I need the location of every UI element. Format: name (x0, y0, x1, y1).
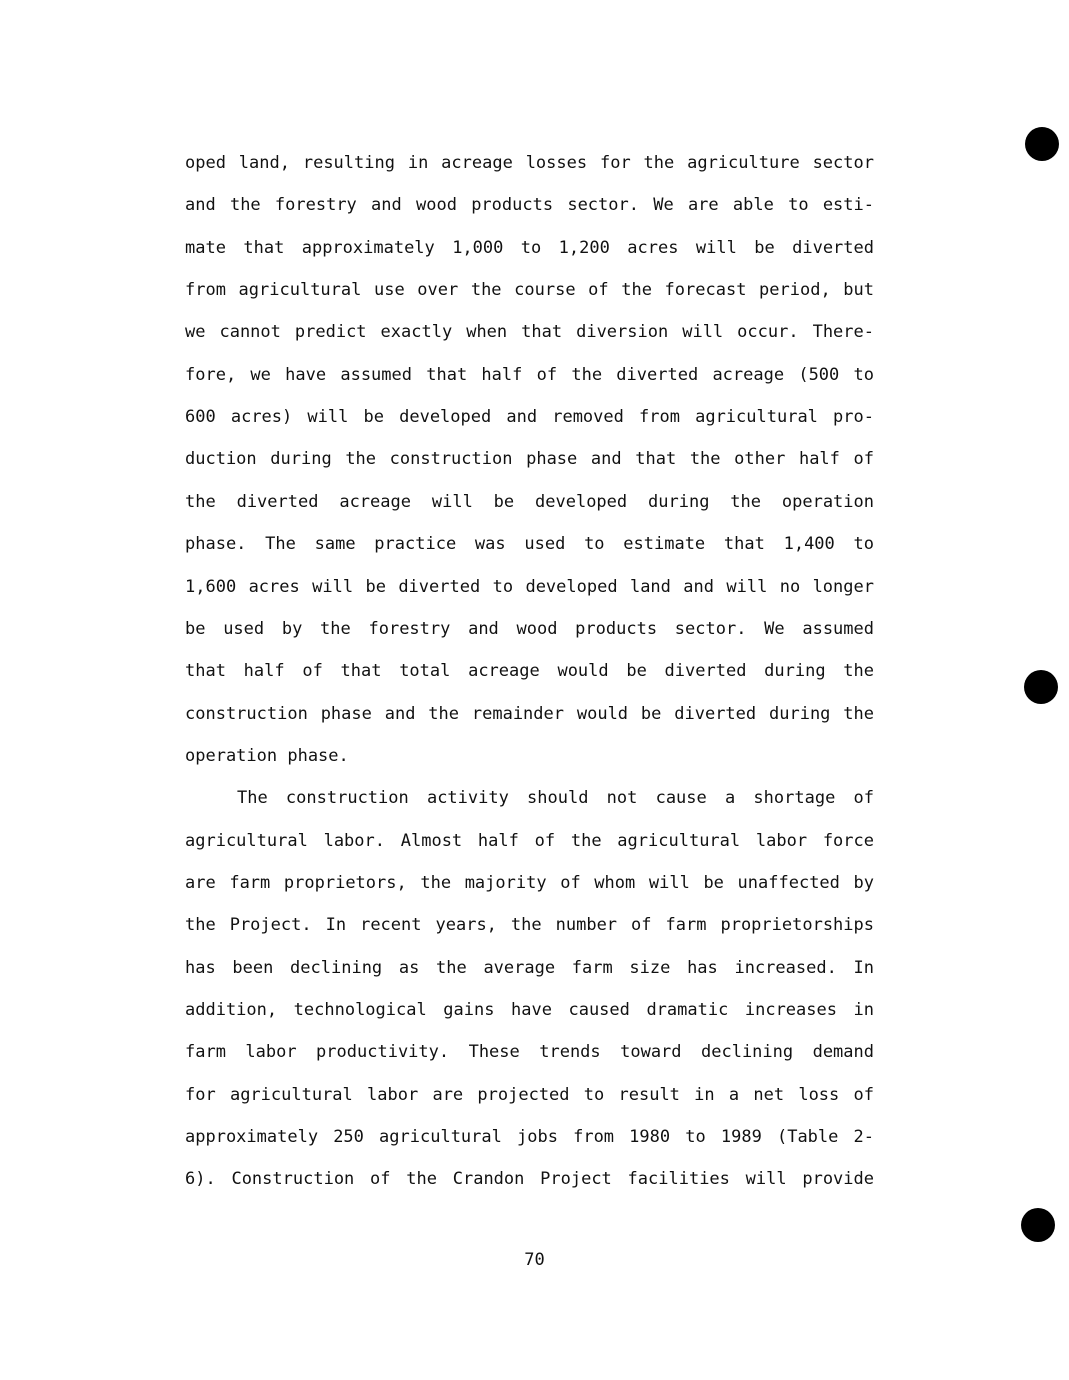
text-line: agricultural labor. Almost half of the agricultural labor force (185, 831, 874, 851)
text-line: fore, we have assumed that half of the diverted acreage (500 to (185, 365, 874, 385)
text-line: be used by the forestry and wood products sector. We assumed (185, 619, 874, 639)
text-line: addition, technological gains have caused dramatic increases in (185, 1000, 874, 1020)
text-line: and the forestry and wood products sector. We are able to esti- (185, 195, 874, 215)
punch-hole-middle (1024, 670, 1058, 704)
punch-hole-top (1025, 127, 1059, 161)
text-line: are farm proprietors, the majority of whom will be unaffected by (185, 873, 874, 893)
text-line: operation phase. (185, 746, 349, 766)
text-line: oped land, resulting in acreage losses for the agriculture sector (185, 153, 874, 173)
text-line: the diverted acreage will be developed during the operation (185, 492, 874, 512)
text-line: we cannot predict exactly when that diversion will occur. There- (185, 322, 874, 342)
text-line: for agricultural labor are projected to result in a net loss of (185, 1085, 874, 1105)
text-line: 6). Construction of the Crandon Project facilities will provide (185, 1169, 874, 1189)
text-line: approximately 250 agricultural jobs from 1980 to 1989 (Table 2- (185, 1127, 874, 1147)
text-line: duction during the construction phase and that the other half of (185, 449, 874, 469)
text-line: has been declining as the average farm size has increased. In (185, 958, 874, 978)
text-line: 600 acres) will be developed and removed from agricultural pro- (185, 407, 874, 427)
text-line: the Project. In recent years, the number of farm proprietorships (185, 915, 874, 935)
text-line: from agricultural use over the course of the forecast period, but (185, 280, 874, 300)
text-line: 1,600 acres will be diverted to developed land and will no longer (185, 577, 874, 597)
text-line: The construction activity should not cause a shortage of (237, 788, 874, 808)
text-line: farm labor productivity. These trends toward declining demand (185, 1042, 874, 1062)
text-line: that half of that total acreage would be diverted during the (185, 661, 874, 681)
text-line: mate that approximately 1,000 to 1,200 acres will be diverted (185, 238, 874, 258)
punch-hole-bottom (1021, 1208, 1055, 1242)
text-line: phase. The same practice was used to estimate that 1,400 to (185, 534, 874, 554)
page-number: 70 (524, 1250, 545, 1270)
text-line: construction phase and the remainder would be diverted during the (185, 704, 874, 724)
